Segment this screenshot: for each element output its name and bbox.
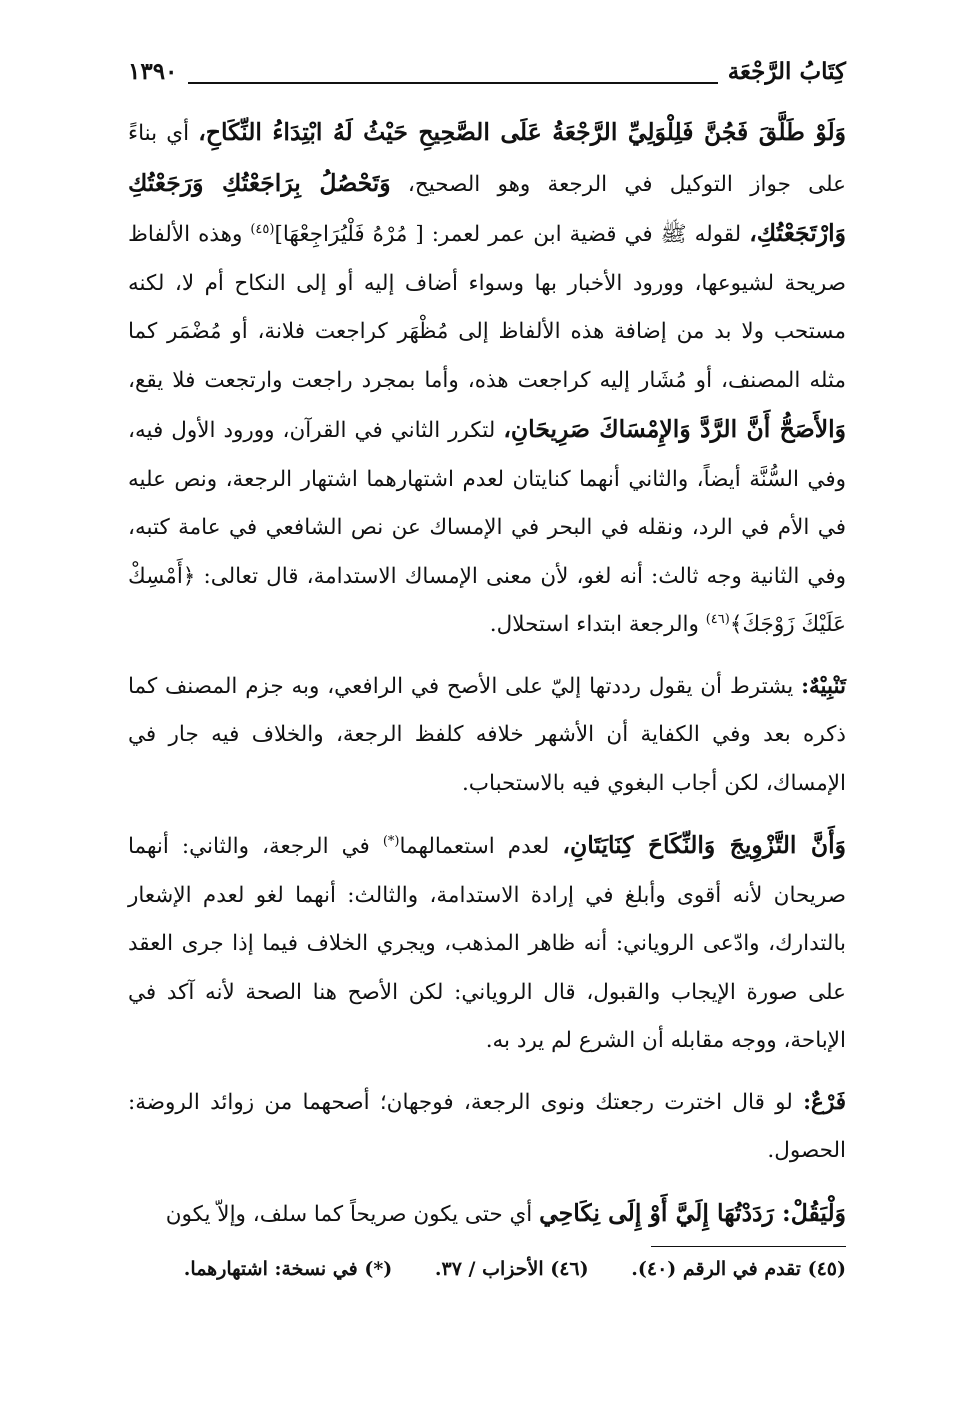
commentary-text: والرجعة ابتداء استحلال.: [489, 612, 706, 637]
paragraph: [128, 108, 846, 650]
matn-text: وَالأَصَحُّ أَنَّ الرَّدَّ وَالإِمْسَاكَ صَرِيحَانِ،: [503, 415, 847, 443]
main-text: [128, 108, 846, 1239]
footnote-45: (٤٥) تقدم في الرقم (٤٠).: [631, 1258, 846, 1280]
footnotes: [128, 1258, 846, 1280]
matn-text: وَأَنَّ التَّزْوِيجَ وَالنِّكَاحَ كِنَايَتَانِ،: [562, 831, 846, 859]
footnote-reference: (٤٦): [705, 611, 730, 627]
matn-text: وَلَوْ طَلَّقَ فَجُنَّ فَلِلْوَلِيِّ الرَّجْعَةُ عَلَى الصَّحِيحِ حَيْثُ لَهُ ابْتِدَاءُ النِّكَاحِ،: [198, 118, 846, 146]
section-label: تَنْبِيْهٌ:: [801, 673, 846, 699]
commentary-text: أي حتى يكون صريحاً كما سلف، وإلاّ يكون: [165, 1201, 540, 1227]
matn-text: وَلْيَقُلْ: رَدَدْتُهَا إِلَيَّ أَوْ إِلَى نِكَاحِي: [539, 1198, 846, 1227]
footnote-star: (*) في نسخة: اشتهارهما.: [183, 1258, 393, 1280]
commentary-text: في الرجعة، والثاني: أنهما صريحان لأنه أقوى وأبلغ في إرادة الاستدامة، والثالث: أنهما لغو لعدم الإشعار بالتدارك، وادّعى الروياني: أنه ظاهر المذهب، ويجري الخلاف فيما إذا جرى العقد على صورة الإيجاب والقبول، قال الروياني: لكن الأصح هنا الصحة لأنه آكد في الإباحة، ووجه مقابله أن الشرع لم يرد به.: [128, 834, 846, 1053]
header-rule: [188, 82, 718, 84]
commentary-text: وهذه الألفاظ صريحة لشيوعها، وورود الأخبار بها وسواء أضاف إليه أو إلى النكاح أم لا، لكنه مستحب ولا بد من إضافة هذه الألفاظ إلى مُظْهَر كراجعت فلانة، أو مُضْمَر كما مثله المصنف، أو مُشَار إليه كراجعت هذه، وأما بمجرد راجعت وارتجعت فلا يقع،: [128, 222, 846, 393]
paragraph: [128, 1189, 846, 1240]
page-number: ١٣٩٠: [128, 58, 178, 85]
commentary-text: يشترط أن يقول رددتها إليّ على الأصح في الرافعي، وبه جزم المصنف كما ذكره بعد وفي الكفاية أن الأشهر خلافه كلفظ الرجعة، والخلاف فيه جار في الإمساك، لكن أجاب البغوي فيه بالاستحباب.: [128, 673, 846, 796]
section-label: فَرْعٌ:: [803, 1089, 846, 1115]
running-head: [128, 58, 846, 90]
commentary-text: لعدم استعمالهما: [399, 834, 563, 859]
commentary-text: لقوله ﷺ في قضية ابن عمر لعمر: [ مُرْهُ فَلْيُرَاجِعْهَا]: [274, 222, 750, 247]
footnote-46: (٤٦) الأحزاب / ٣٧.: [434, 1258, 589, 1280]
paragraph: [128, 1079, 846, 1176]
commentary-text: لو قال اخترت رجعتك ونوى الرجعة، فوجهان؛ أصحهما من زوائد الروضة: الحصول.: [128, 1089, 846, 1163]
commentary-text: لتكرر الثاني في القرآن، وورود الأول فيه، وفي السُّنَّة أيضاً، والثاني أنهما كنايتان لعدم اشتهارهما اشتهار الرجعة، ونص عليه في الأم في الرد، ونقله في البحر في الإمساك عن نص الشافعي في عامة كتبه، وفي الثانية وجه ثالث: أنه لغو، لأن معنى الإمساك الاستدامة، قال تعالى: ﴿أَمْسِكْ عَلَيْكَ زَوْجَكَ﴾: [128, 418, 846, 637]
commentary-text: أي بناءً على جواز التوكيل في الرجعة وهو الصحيح،: [128, 121, 846, 197]
footnote-reference: (*): [382, 833, 400, 849]
paragraph: [128, 663, 846, 809]
footnote-divider: [651, 1246, 846, 1247]
paragraph: [128, 821, 846, 1066]
matn-text: وَتَحْصُلُ بِرَاجَعْتُكِ وَرَجَعْتُكِ وَارْتَجَعْتُكِ،: [128, 168, 846, 247]
footnote-reference: (٤٥): [250, 221, 275, 237]
book-title: كِتَابُ الرَّجْعَة: [727, 58, 846, 85]
